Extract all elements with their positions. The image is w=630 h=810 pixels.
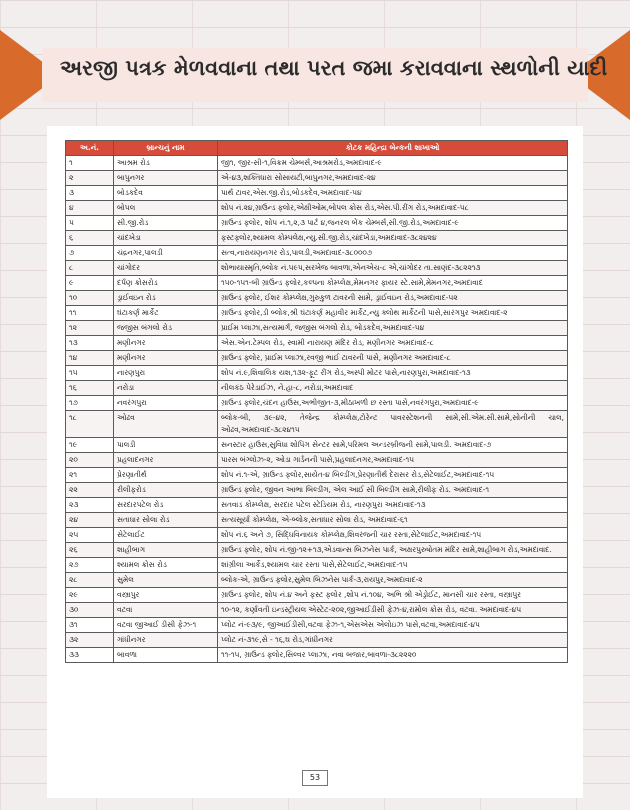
header-serial-no: અ.નં. (66, 141, 114, 156)
row-branch-address: ગ્રાઉન્ડ ફ્લોર, શોપ નં.૪ અને ફસ્ટ ફ્લોર ,શોપ નં.૧૦૪, અભિ શ્રી એડ્રોઈટ, માનસી ચાર રસ્તા, વસ્ત્રાપુર (218, 588, 568, 603)
table-row (66, 321, 568, 336)
table-row (66, 201, 568, 216)
row-branch-name: ઓઢવ (114, 411, 218, 438)
row-branch-name: ચંદ્રનગર,પાલડી (114, 246, 218, 261)
row-branch-name: સતાધાર સોલા રોડ (114, 513, 218, 528)
table-row (66, 351, 568, 366)
table-row (66, 291, 568, 306)
row-serial-no: ૧૪ (66, 351, 114, 366)
row-branch-address: પ્લોટ નં-૩૧૯,સે - ૧૬,ઘ રોડ,ગાંધીનગર (218, 633, 568, 648)
row-branch-address: ગ્રાઉન્ડ ફ્લોર, જીવન આભા બિલ્ડીંગ, એલ આઈ સી બિલ્ડીંગ સામે,રીલીફ રોડ. અમદાવાદ-૧ (218, 483, 568, 498)
row-branch-address: એસ.એન.ટેમ્પલ રોડ, સ્વામી નારાયણ મંદિર રોડ, મણીનગર અમદાવાદ-૮ (218, 336, 568, 351)
table-row (66, 618, 568, 633)
table-row (66, 366, 568, 381)
row-serial-no: ૪ (66, 201, 114, 216)
row-branch-address: ગ્રાઉન્ડ ફ્લોર,ડી બ્લોક,શ્રી ઘંટાકર્ણ મહાવીર માર્કેટ,ન્યુ ક્લોથ માર્કેટની પાસે,સારંગપુર અમદાવાદ-૨ (218, 306, 568, 321)
row-branch-name: બોડકદેવ (114, 186, 218, 201)
row-branch-name: આશ્રમ રોડ (114, 156, 218, 171)
row-branch-name: ડ્રાઈવઇન રોડ (114, 291, 218, 306)
row-branch-address: સનસ્ટાર હાઉસ,સુવિધા શોપિંગ સેન્ટર સામે,પરિમલ અન્ડરબ્રીજની સામે,પાલડી. અમદાવાદ-૭ (218, 438, 568, 453)
table-row (66, 633, 568, 648)
title-banner (0, 30, 630, 120)
table-row (66, 588, 568, 603)
row-branch-address: શોપ નં.૧-એ, ગ્રાઉન્ડ ફ્લોર,સાયેત-૪ બિલ્ડીંગ,પ્રેરણાતીર્થ દેરાસર રોડ,સેટેલાઈટ,અમદાવાદ-૧૫ (218, 468, 568, 483)
table-row (66, 483, 568, 498)
row-serial-no: ૧૭ (66, 396, 114, 411)
row-serial-no: ૧ (66, 156, 114, 171)
table-row (66, 396, 568, 411)
row-serial-no: ૩૨ (66, 633, 114, 648)
table-row (66, 186, 568, 201)
row-serial-no: ૩ (66, 186, 114, 201)
row-serial-no: ૨૨ (66, 483, 114, 498)
row-branch-address: ગ્રાઉન્ડ ફ્લોર, શોપ નં.૧,૨,૩ પાર્ટ ૪,જનરલ બેંક ચેમ્બર્સ,સી.જી.રોડ,અમદાવાદ-૯ (218, 216, 568, 231)
row-branch-address: પ્રાઈમ પ્લાઝા,સત્યમાર્ગ, જજીસ બંગલો રોડ, બોડકદેવ,અમદાવાદ-૫૪ (218, 321, 568, 336)
table-row (66, 528, 568, 543)
row-serial-no: ૭ (66, 246, 114, 261)
row-branch-name: સરદારપટેલ રોડ (114, 498, 218, 513)
row-branch-name: નવરંગપુરા (114, 396, 218, 411)
row-serial-no: ૨૯ (66, 588, 114, 603)
table-row (66, 306, 568, 321)
row-serial-no: ૬ (66, 231, 114, 246)
row-branch-name: સેટેલાઈટ (114, 528, 218, 543)
row-branch-address: બ્લોક-બી, ૩૯-૪૨, તેજેન્દ્ર કોમ્પ્લેક્ષ,ટોરેન્ટ પાવરસ્ટેશનની સામે,સી.એમ.સી.સામે,સોનીની ચાલ, ઓઢવ,અમદાવાદ-૩૮૨૪૧૫ (218, 411, 568, 438)
row-branch-address: પારસ બંગ્લોઝ-૨, ઓડા ગાર્ડનની પાસે,પ્રહલાદનગર,અમદાવાદ-૧૫ (218, 453, 568, 468)
row-branch-name: પ્રહલાદનગર (114, 453, 218, 468)
branch-table (65, 140, 568, 663)
table-row (66, 573, 568, 588)
table-row (66, 261, 568, 276)
table-row (66, 216, 568, 231)
row-branch-name: બોપલ (114, 201, 218, 216)
row-serial-no: ૧૯ (66, 438, 114, 453)
row-branch-address: શોપ નં.૯,શિવાલિક યશ,૧૩૨-ફૂટ રીંગ રોડ,અસ્પી મોટર પાસે,નારણપુરા,અમદાવાદ-૧૩ (218, 366, 568, 381)
row-branch-name: વટવા (114, 603, 218, 618)
row-serial-no: ૧૬ (66, 381, 114, 396)
row-serial-no: ૫ (66, 216, 114, 231)
row-branch-name: બાવળા (114, 648, 218, 663)
table-row (66, 603, 568, 618)
row-branch-name: ઘંટાકર્ણ માર્કેટ (114, 306, 218, 321)
row-serial-no: ૨૫ (66, 528, 114, 543)
row-branch-name: સુમેલ (114, 573, 218, 588)
row-branch-address: ૧૦-૧૨, કર્ણાવતી ઇન્ડસ્ટ્રીયલ એસ્ટેટ-૨૦૨,જીઆઈડીસી ફેઝ-૪,રામોલ ક્રોસ રોડ, વટવા. અમદાવાદ-૪૫ (218, 603, 568, 618)
row-branch-name: વટવા જીઆઈ ડીસી ફેઝ-૧ (114, 618, 218, 633)
row-serial-no: ૧૮ (66, 411, 114, 438)
row-branch-name: ચાંદખેડા (114, 231, 218, 246)
row-serial-no: ૧૩ (66, 336, 114, 351)
row-branch-name: ગાંધીનગર (114, 633, 218, 648)
row-serial-no: ૨ (66, 171, 114, 186)
row-branch-name: સી.જી.રોડ (114, 216, 218, 231)
table-row (66, 438, 568, 453)
row-serial-no: ૧૧ (66, 306, 114, 321)
row-branch-name: જજીસ બંગલો રોડ (114, 321, 218, 336)
row-branch-name: મણીનગર (114, 351, 218, 366)
table-row (66, 411, 568, 438)
table-row (66, 156, 568, 171)
row-branch-address: ૧૫૦-૧૫૧-બી ગ્રાઉન્ડ ફ્લોર,કલ્પના કોમ્પ્લેક્ષ,મેમનગર ફાયર સ્ટે.સામે,મેમનગર,અમદાવાદ (218, 276, 568, 291)
table-header-row (66, 141, 568, 156)
row-serial-no: ૯ (66, 276, 114, 291)
row-branch-address: ફસ્ટફ્લોર,શ્યામલ કોમ્પલેક્ષ,ન્યુ.સી.જી.રોડ,ચાંદખેડા,અમદાવાદ-૩૮૨૪૨૪ (218, 231, 568, 246)
row-serial-no: ૩૩ (66, 648, 114, 663)
row-branch-address: સતવાડ કોમ્પ્લેક્ષ, સરદાર પટેલ સ્ટેડિયમ રોડ, નારણપુરા અમદાવાદ-૧૩ (218, 498, 568, 513)
row-branch-address: ગ્રાઉન્ડ ફ્લોર, પ્રાઈમ પ્લાઝા,રવજી ભાઈ ટાવરની પાસે, મણીનગર અમદાવાદ-૮ (218, 351, 568, 366)
table-row (66, 336, 568, 351)
table-row (66, 246, 568, 261)
row-branch-address: ગ્રાઉન્ડ ફ્લોર,ચંદન હાઉસ,અભીજીત-૩,મીઠાખળી છ રસ્તા પાસે,નવરંગપુરા,અમદાવાદ-૯ (218, 396, 568, 411)
page-title: અરજી પત્રક મેળવવાના તથા પરત જમા કરાવવાના સ્થળોની યાદી (60, 56, 608, 80)
table-row (66, 648, 568, 663)
row-serial-no: ૮ (66, 261, 114, 276)
row-serial-no: ૧૫ (66, 366, 114, 381)
row-branch-address: બ્લોક-એ, ગ્રાઉન્ડ ફ્લોર,સુમેલ બિઝનેસ પાર્ક-૩,રાયપુર,અમદાવાદ-૨ (218, 573, 568, 588)
table-row (66, 543, 568, 558)
row-branch-address: પ્લોટ નં-૯૩/૯, જીઆઈડીસી,વટવા ફેઝ-૧,એસએસ એલોઇઝ પાસે,વટવા,અમદાવાદ-૪૫ (218, 618, 568, 633)
row-branch-name: નારણપુરા (114, 366, 218, 381)
row-branch-address: સત્વ,નારાયણનગર રોડ,પાલડી,અમદાવાદ-૩૮૦૦૦૭ (218, 246, 568, 261)
row-branch-address: ૧૧-૧૫, ગ્રાઉન્ડ ફ્લોર,સિલ્વર પ્લાઝા, નવા બજાર,બાવળા-૩૮૨૨૨૦ (218, 648, 568, 663)
row-branch-name: મણીનગર (114, 336, 218, 351)
row-serial-no: ૩૧ (66, 618, 114, 633)
row-branch-address: શોપ નં.૨૪,ગ્રાઉન્ડ ફ્લોર,એક્ષીઓમ,બોપલ ક્રોસ રોડ,એસ.પી.રીંગ રોડ,અમદાવાદ-૫૮ (218, 201, 568, 216)
table-row (66, 498, 568, 513)
row-branch-name: શ્યામલ ક્રોસ રોડ (114, 558, 218, 573)
row-serial-no: ૨૩ (66, 498, 114, 513)
row-serial-no: ૨૦ (66, 453, 114, 468)
row-branch-address: ગ્રાઉન્ડ ફ્લોર, ઈશર કોમ્પ્લેક્ષ,ગુરુકુળ ટાવરની સામે, ડ્રાઈવઇન રોડ,અમદાવાદ-૫૨ (218, 291, 568, 306)
page-number: 53 (302, 770, 328, 786)
table-row (66, 513, 568, 528)
row-serial-no: ૨૭ (66, 558, 114, 573)
row-branch-address: શોપ નં.૬ અને ૭, સિદ્ધિવિનાયક કોમ્પ્લેક્ષ,શિવરંજની ચાર રસ્તા,સેટેલાઈટ,અમદાવાદ-૧૫ (218, 528, 568, 543)
table-row (66, 276, 568, 291)
row-branch-address: પાર્થ ટાવર,એસ.જી.રોડ,બોડકદેવ,અમદાવાદ-૫૪ (218, 186, 568, 201)
row-branch-name: શાહીબાગ (114, 543, 218, 558)
row-branch-address: નીલકંઠ પેરેડાઈઝ, ને.હા-૮, નરોડા,અમદાવાદ (218, 381, 568, 396)
row-branch-address: જી૧, જીર-સી-૧,વિક્રમ ચેમ્બર્સ,આશ્રમરોડ,અમદાવાદ-૯ (218, 156, 568, 171)
table-row (66, 453, 568, 468)
row-branch-name: બાપુનગર (114, 171, 218, 186)
row-branch-name: પ્રેરણાતીર્થ (114, 468, 218, 483)
row-branch-name: વસ્ત્રાપુર (114, 588, 218, 603)
row-serial-no: ૨૧ (66, 468, 114, 483)
row-branch-address: ગ્રાઉન્ડ ફ્લોર, શોપ નં.જી-૧૨+૧૩,એડવાન્સ બિઝનેસ પાર્ક, અક્ષરપુરુષોતમ મંદિર સામે,શાહીબાગ રોડ,અમદાવાદ. (218, 543, 568, 558)
row-branch-address: શોભાયાસ્મૃતિ,બ્લોક નં.૫૯૫,સરખેજ બાવળા,એનએચ-૮ એ,ચાંગોદર તા.સાણંદ-૩૮૨૨૧૩ (218, 261, 568, 276)
table-row (66, 558, 568, 573)
row-branch-address: સત્યસૂર્યા કોમ્પ્લેક્ષ, એ-બ્લોક,સતાધાર સોલા રોડ, અમદાવાદ-૬૧ (218, 513, 568, 528)
row-branch-name: રીલીફરોડ (114, 483, 218, 498)
header-branch-name: બ્રાન્ચનું નામ (114, 141, 218, 156)
table-body (66, 156, 568, 663)
row-branch-address: એ-૪૩,શક્તિધારા સોસાયટી,બાપુનગર,અમદાવાદ-૨૪ (218, 171, 568, 186)
header-bank-branches: કોટક મહિન્દ્રા બેન્કની શાખાઓ (218, 141, 568, 156)
row-branch-name: નરોડા (114, 381, 218, 396)
table-row (66, 171, 568, 186)
row-serial-no: ૧૨ (66, 321, 114, 336)
table-row (66, 231, 568, 246)
row-branch-name: પાલડી (114, 438, 218, 453)
row-branch-address: શાંગ્રીલા આર્કેડ,શ્યામલ ચાર રસ્તા પાસે,સેટેલાઈટ,અમદાવાદ-૧૫ (218, 558, 568, 573)
row-serial-no: ૨૪ (66, 513, 114, 528)
row-serial-no: ૨૮ (66, 573, 114, 588)
row-serial-no: ૧૦ (66, 291, 114, 306)
table-row (66, 468, 568, 483)
table-row (66, 381, 568, 396)
row-branch-name: ચાંગોદર (114, 261, 218, 276)
row-branch-name: દર્પણ ક્રોસરોડ (114, 276, 218, 291)
row-serial-no: ૩૦ (66, 603, 114, 618)
row-serial-no: ૨૬ (66, 543, 114, 558)
